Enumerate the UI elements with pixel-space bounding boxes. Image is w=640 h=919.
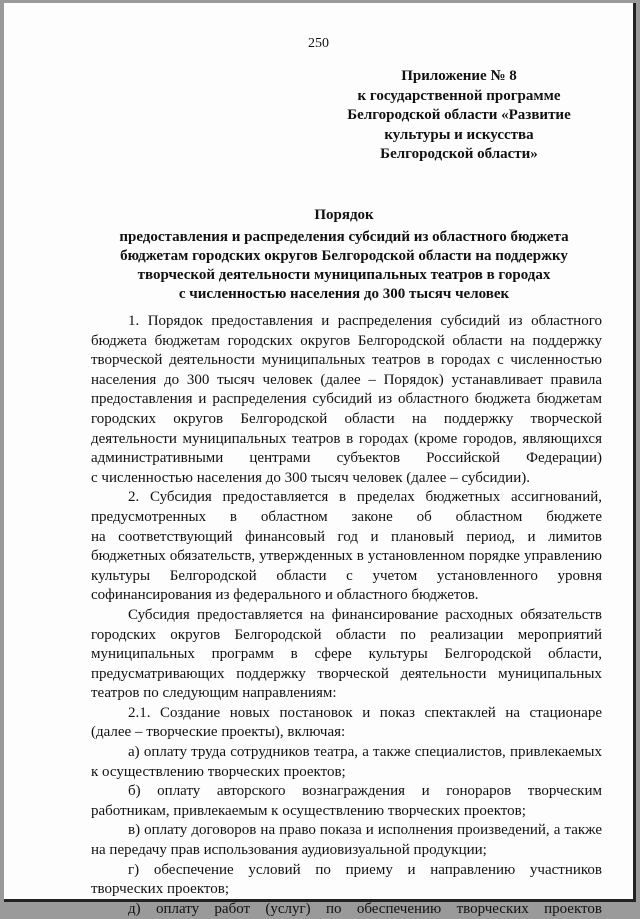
heading-line: бюджетам городских округов Белгородской области на поддержку xyxy=(120,248,568,264)
body-line: г) обеспечение условий по приему и направлению участников xyxy=(128,861,602,878)
body-line: 2.1. Создание новых постановок и показ спектаклей на стационаре xyxy=(128,704,602,721)
body-line: деятельности муниципальных театров в городах (кроме городов, являющихся xyxy=(91,430,602,447)
body-line: (далее – творческие проекты), включая: xyxy=(91,724,346,741)
document-heading xyxy=(89,206,599,304)
body-line: творческой деятельности муниципальных театров в городах с численностью xyxy=(91,352,602,369)
body-line: административными центрами субъектов Российской Федерации) xyxy=(91,450,602,467)
body-line: 2. Субсидия предоставляется в пределах бюджетных ассигнований, xyxy=(128,489,602,506)
heading-title: Порядок xyxy=(314,207,374,223)
appendix-line: культуры и искусства xyxy=(384,126,534,143)
document-body xyxy=(91,312,602,919)
body-line: предусматривающих поддержку творческой деятельности муниципальных xyxy=(91,665,602,682)
body-line: работникам, привлекаемым к осуществлению творческих проектов; xyxy=(91,802,526,819)
document-page xyxy=(4,3,636,917)
body-line: городских округов Белгородской области по реализации мероприятий xyxy=(91,626,602,643)
body-line: б) оплату авторского вознаграждения и гонораров творческим xyxy=(128,783,602,800)
heading-line: предоставления и распределения субсидий из областного бюджета xyxy=(119,229,569,245)
body-line: а) оплату труда сотрудников театра, а также специалистов, привлекаемых xyxy=(128,744,602,761)
body-line: населения до 300 тысяч человек (далее – Порядок) устанавливает правила xyxy=(91,371,602,388)
page-number: 250 xyxy=(308,36,329,51)
body-line: театров по следующим направлениям: xyxy=(91,685,337,702)
body-line: на передачу прав использования аудиовизуальной продукции; xyxy=(91,842,487,859)
body-line: муниципальных программ в сфере культуры Белгородской области, xyxy=(91,646,602,663)
body-line: бюджетных обязательств, утвержденных в установленном порядке управлению xyxy=(91,548,602,565)
body-line: городских округов Белгородской области на поддержку творческой xyxy=(91,410,602,427)
body-line: предусмотренных в областном законе об областном бюджете xyxy=(91,508,602,525)
body-line: Субсидия предоставляется на финансирование расходных обязательств xyxy=(128,606,602,623)
body-line: бюджета бюджетам городских округов Белгородской области на поддержку xyxy=(91,332,602,349)
appendix-line: к государственной программе xyxy=(357,87,561,104)
heading-line: с численностью населения до 300 тысяч человек xyxy=(178,286,510,302)
appendix-block xyxy=(334,67,584,165)
body-line: с численностью населения до 300 тысяч человек (далее – субсидии). xyxy=(91,469,530,486)
appendix-line: Белгородской области «Развитие xyxy=(347,107,571,123)
heading-line: творческой деятельности муниципальных театров в городах xyxy=(137,267,551,283)
appendix-line: Приложение № 8 xyxy=(401,68,517,84)
body-line: на соответствующий финансовый год и плановый период, и лимитов xyxy=(91,528,602,545)
body-line: в) оплату договоров на право показа и исполнения произведений, а также xyxy=(128,822,602,839)
body-line: софинансирования из федерального и областного бюджетов. xyxy=(91,587,479,604)
body-line: д) оплату работ (услуг) по обеспечению творческих проектов xyxy=(128,900,602,917)
appendix-line: Белгородской области» xyxy=(380,146,538,162)
body-line: предоставления и распределения субсидий из областного бюджета бюджетам xyxy=(91,391,602,408)
body-line: культуры Белгородской области с учетом установленного уровня xyxy=(91,567,602,584)
body-line: творческих проектов; xyxy=(91,881,230,898)
body-line: к осуществлению творческих проектов; xyxy=(91,763,346,780)
body-line: 1. Порядок предоставления и распределения субсидий из областного xyxy=(128,313,602,329)
